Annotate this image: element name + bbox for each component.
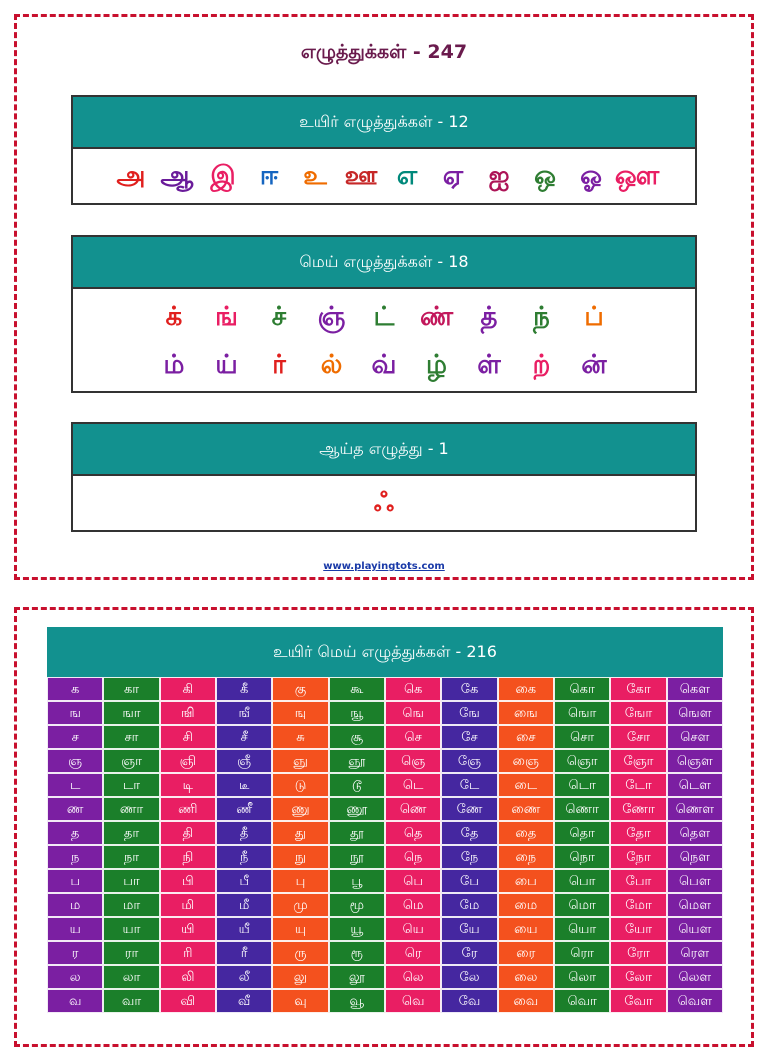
uyir-section: [71, 95, 697, 205]
uyirmei-cell: ரூ: [329, 941, 385, 965]
uyirmei-cell: ணி: [160, 797, 216, 821]
uyir-letter: ஆ: [160, 160, 194, 191]
uyirmei-cell: பூ: [329, 869, 385, 893]
uyirmei-cell: வோ: [610, 989, 666, 1013]
uyirmei-cell: ஞோ: [610, 749, 666, 773]
uyirmei-cell: ஞெ: [385, 749, 441, 773]
uyirmei-cell: டோ: [610, 773, 666, 797]
uyirmei-cell: ணீ: [216, 797, 272, 821]
uyirmei-cell: லௌ: [667, 965, 723, 989]
uyirmei-cell: ரா: [103, 941, 159, 965]
uyirmei-cell: வீ: [216, 989, 272, 1013]
uyirmei-cell: ச: [47, 725, 103, 749]
uyirmei-cell: ரி: [160, 941, 216, 965]
uyirmei-cell: ணூ: [329, 797, 385, 821]
uyirmei-cell: மூ: [329, 893, 385, 917]
mei-letter: ர்: [272, 350, 286, 380]
uyirmei-cell: ஞௌ: [667, 749, 723, 773]
uyir-letter: ஏ: [442, 160, 464, 191]
uyirmei-cell: ஙௌ: [667, 701, 723, 725]
uyir-letter: ஒ: [534, 160, 556, 191]
uyirmei-cell: ஙீ: [216, 701, 272, 725]
uyirmei-cell: பௌ: [667, 869, 723, 893]
mei-letter: ஞ்: [317, 302, 346, 332]
uyirmei-cell: யா: [103, 917, 159, 941]
uyirmei-cell: ரெ: [385, 941, 441, 965]
aytham-letter: ஃ: [373, 487, 395, 518]
uyirmei-cell: டூ: [329, 773, 385, 797]
uyirmei-cell: ர: [47, 941, 103, 965]
page-title: எழுத்துக்கள் - 247: [300, 41, 468, 63]
uyirmei-cell: தூ: [329, 821, 385, 845]
mei-letters: [73, 289, 695, 393]
uyir-heading: உயிர் எழுத்துக்கள் - 12: [73, 97, 695, 149]
uyirmei-cell: வு: [272, 989, 328, 1013]
uyir-letter: ஐ: [488, 160, 510, 191]
uyirmei-cell: வே: [441, 989, 497, 1013]
uyirmei-cell: நொ: [554, 845, 610, 869]
uyirmei-cell: ட: [47, 773, 103, 797]
alphabet-summary-card: [14, 14, 754, 580]
uyir-letter: ஔ: [614, 160, 660, 191]
uyirmei-cell: வெ: [385, 989, 441, 1013]
uyirmei-cell: நி: [160, 845, 216, 869]
uyirmei-cell: லி: [160, 965, 216, 989]
uyirmei-cell: ஞா: [103, 749, 159, 773]
uyirmei-cell: நீ: [216, 845, 272, 869]
uyirmei-cell: பே: [441, 869, 497, 893]
uyirmei-cell: யூ: [329, 917, 385, 941]
uyirmei-cell: பெ: [385, 869, 441, 893]
mei-heading: மெய் எழுத்துக்கள் - 18: [73, 237, 695, 289]
uyir-letter: ஊ: [344, 160, 378, 191]
uyirmei-cell: டு: [272, 773, 328, 797]
uyirmei-cell: லொ: [554, 965, 610, 989]
uyirmei-cell: கூ: [329, 677, 385, 701]
uyirmei-cell: போ: [610, 869, 666, 893]
uyirmei-cell: கே: [441, 677, 497, 701]
uyirmei-cell: சூ: [329, 725, 385, 749]
uyirmei-cell: தி: [160, 821, 216, 845]
uyirmei-cell: ஞே: [441, 749, 497, 773]
uyirmei-cell: வூ: [329, 989, 385, 1013]
uyirmei-cell: ண: [47, 797, 103, 821]
uyirmei-cell: யை: [498, 917, 554, 941]
uyirmei-cell: ல: [47, 965, 103, 989]
uyirmei-cell: சொ: [554, 725, 610, 749]
uyirmei-cell: வி: [160, 989, 216, 1013]
uyir-letter: உ: [303, 160, 327, 191]
uyirmei-cell: நெ: [385, 845, 441, 869]
uyirmei-cell: லை: [498, 965, 554, 989]
uyirmei-cell: லூ: [329, 965, 385, 989]
uyirmei-cell: ணௌ: [667, 797, 723, 821]
mei-section: [71, 235, 697, 393]
uyir-letter: எ: [396, 160, 418, 191]
uyirmei-cell: பீ: [216, 869, 272, 893]
uyirmei-cell: ஞை: [498, 749, 554, 773]
uyirmei-cell: ப: [47, 869, 103, 893]
uyirmei-cell: ணே: [441, 797, 497, 821]
uyirmei-cell: சை: [498, 725, 554, 749]
uyirmei-cell: து: [272, 821, 328, 845]
uyirmei-cell: கை: [498, 677, 554, 701]
uyirmei-cell: சு: [272, 725, 328, 749]
uyirmei-cell: ணோ: [610, 797, 666, 821]
uyirmei-cell: ஙா: [103, 701, 159, 725]
uyirmei-cell: நோ: [610, 845, 666, 869]
mei-letter: ன்: [581, 350, 607, 380]
uyirmei-cell: பு: [272, 869, 328, 893]
uyirmei-cell: டொ: [554, 773, 610, 797]
uyir-letter: ஈ: [259, 160, 279, 191]
uyirmei-cell: வொ: [554, 989, 610, 1013]
uyirmei-cell: க: [47, 677, 103, 701]
uyirmei-cell: ஞொ: [554, 749, 610, 773]
uyirmei-cell: நு: [272, 845, 328, 869]
uyirmei-cell: பா: [103, 869, 159, 893]
uyirmei-cell: நௌ: [667, 845, 723, 869]
uyirmei-cell: லீ: [216, 965, 272, 989]
uyirmei-cell: ய: [47, 917, 103, 941]
uyirmei-cell: தெ: [385, 821, 441, 845]
uyirmei-cell: யௌ: [667, 917, 723, 941]
mei-letter: த்: [480, 302, 498, 332]
uyirmei-cell: யொ: [554, 917, 610, 941]
mei-letter: ண்: [419, 302, 454, 332]
uyirmei-cell: ணை: [498, 797, 554, 821]
uyirmei-cell: லா: [103, 965, 159, 989]
uyirmei-cell: சே: [441, 725, 497, 749]
uyirmei-cell: ஙை: [498, 701, 554, 725]
uyirmei-cell: ஞீ: [216, 749, 272, 773]
uyirmei-cell: நா: [103, 845, 159, 869]
uyirmei-cell: செ: [385, 725, 441, 749]
uyirmei-cell: தா: [103, 821, 159, 845]
uyirmei-cell: ஙோ: [610, 701, 666, 725]
uyirmei-cell: மௌ: [667, 893, 723, 917]
mei-letter: ற்: [532, 350, 551, 380]
uyirmei-cell: நை: [498, 845, 554, 869]
uyirmei-cell: தௌ: [667, 821, 723, 845]
uyirmei-card: [14, 607, 754, 1047]
uyirmei-cell: ஞி: [160, 749, 216, 773]
uyirmei-cell: கௌ: [667, 677, 723, 701]
uyirmei-cell: வை: [498, 989, 554, 1013]
mei-letter: ழ்: [426, 350, 447, 380]
uyirmei-cell: சி: [160, 725, 216, 749]
uyirmei-cell: ம: [47, 893, 103, 917]
uyirmei-cell: கெ: [385, 677, 441, 701]
uyirmei-cell: மை: [498, 893, 554, 917]
mei-letter: ய்: [215, 350, 238, 380]
mei-letter: வ்: [371, 350, 397, 380]
uyirmei-cell: ணொ: [554, 797, 610, 821]
uyirmei-cell: ரு: [272, 941, 328, 965]
uyirmei-cell: ஙெ: [385, 701, 441, 725]
uyirmei-cell: பொ: [554, 869, 610, 893]
uyirmei-cell: ஙி: [160, 701, 216, 725]
uyirmei-cell: கு: [272, 677, 328, 701]
uyirmei-cell: ரீ: [216, 941, 272, 965]
uyirmei-cell: ஙே: [441, 701, 497, 725]
uyirmei-cell: பை: [498, 869, 554, 893]
uyir-letter: அ: [116, 160, 146, 191]
mei-letter: ப்: [584, 302, 604, 332]
uyirmei-cell: சௌ: [667, 725, 723, 749]
uyirmei-cell: ணு: [272, 797, 328, 821]
uyirmei-cell: தே: [441, 821, 497, 845]
uyirmei-cell: மா: [103, 893, 159, 917]
uyirmei-cell: மெ: [385, 893, 441, 917]
uyirmei-cell: ரோ: [610, 941, 666, 965]
uyirmei-cell: தீ: [216, 821, 272, 845]
aytham-letters: [73, 476, 695, 532]
uyirmei-cell: கொ: [554, 677, 610, 701]
uyirmei-cell: யே: [441, 917, 497, 941]
uyirmei-cell: மு: [272, 893, 328, 917]
uyirmei-cell: நூ: [329, 845, 385, 869]
uyirmei-cell: டா: [103, 773, 159, 797]
uyirmei-cell: டெ: [385, 773, 441, 797]
uyirmei-cell: பி: [160, 869, 216, 893]
mei-letter: ந்: [533, 302, 550, 332]
uyirmei-cell: ஞ: [47, 749, 103, 773]
uyirmei-cell: ந: [47, 845, 103, 869]
mei-letter: ச்: [271, 302, 287, 332]
uyirmei-cell: யோ: [610, 917, 666, 941]
uyirmei-cell: யி: [160, 917, 216, 941]
uyirmei-cell: சா: [103, 725, 159, 749]
uyirmei-cell: டி: [160, 773, 216, 797]
mei-letter: ம்: [163, 350, 185, 380]
uyirmei-cell: மே: [441, 893, 497, 917]
uyirmei-cell: ரொ: [554, 941, 610, 965]
uyirmei-cell: கீ: [216, 677, 272, 701]
uyirmei-cell: வா: [103, 989, 159, 1013]
uyirmei-cell: ஙொ: [554, 701, 610, 725]
uyir-letter: ஓ: [580, 160, 602, 191]
uyirmei-cell: வௌ: [667, 989, 723, 1013]
mei-letter: ங்: [215, 302, 238, 332]
uyirmei-cell: லே: [441, 965, 497, 989]
uyirmei-cell: ணா: [103, 797, 159, 821]
uyirmei-cell: சோ: [610, 725, 666, 749]
uyirmei-cell: யெ: [385, 917, 441, 941]
uyirmei-cell: ஞூ: [329, 749, 385, 773]
uyirmei-cell: நே: [441, 845, 497, 869]
uyirmei-cell: மோ: [610, 893, 666, 917]
uyirmei-cell: யீ: [216, 917, 272, 941]
uyirmei-cell: லோ: [610, 965, 666, 989]
uyirmei-cell: மீ: [216, 893, 272, 917]
uyirmei-cell: டே: [441, 773, 497, 797]
uyirmei-cell: டௌ: [667, 773, 723, 797]
uyirmei-cell: ரை: [498, 941, 554, 965]
uyirmei-cell: தை: [498, 821, 554, 845]
uyirmei-heading: உயிர் மெய் எழுத்துக்கள் - 216: [47, 627, 723, 677]
mei-letter: க்: [165, 302, 183, 332]
aytham-section: [71, 422, 697, 532]
website-link[interactable]: www.playingtots.com: [323, 561, 445, 572]
uyirmei-cell: லு: [272, 965, 328, 989]
uyirmei-cell: டீ: [216, 773, 272, 797]
uyirmei-cell: ரே: [441, 941, 497, 965]
uyirmei-cell: த: [47, 821, 103, 845]
uyirmei-cell: ரௌ: [667, 941, 723, 965]
uyirmei-cell: கோ: [610, 677, 666, 701]
uyirmei-grid: [47, 677, 723, 1013]
uyirmei-cell: தோ: [610, 821, 666, 845]
uyirmei-cell: தொ: [554, 821, 610, 845]
uyirmei-cell: மொ: [554, 893, 610, 917]
uyir-letter: இ: [210, 160, 236, 191]
uyirmei-cell: ங: [47, 701, 103, 725]
uyir-letters: [73, 149, 695, 205]
uyirmei-cell: யு: [272, 917, 328, 941]
uyirmei-cell: ஙூ: [329, 701, 385, 725]
uyirmei-cell: ணெ: [385, 797, 441, 821]
uyirmei-cell: ஙு: [272, 701, 328, 725]
uyirmei-cell: டை: [498, 773, 554, 797]
mei-letter: ல்: [320, 350, 343, 380]
uyirmei-cell: வ: [47, 989, 103, 1013]
aytham-heading: ஆய்த எழுத்து - 1: [73, 424, 695, 476]
uyirmei-cell: ஞு: [272, 749, 328, 773]
uyirmei-cell: லெ: [385, 965, 441, 989]
uyirmei-cell: சீ: [216, 725, 272, 749]
mei-letter: ட்: [373, 302, 395, 332]
uyirmei-cell: கா: [103, 677, 159, 701]
mei-letter: ள்: [477, 350, 501, 380]
uyirmei-cell: மி: [160, 893, 216, 917]
uyirmei-cell: கி: [160, 677, 216, 701]
